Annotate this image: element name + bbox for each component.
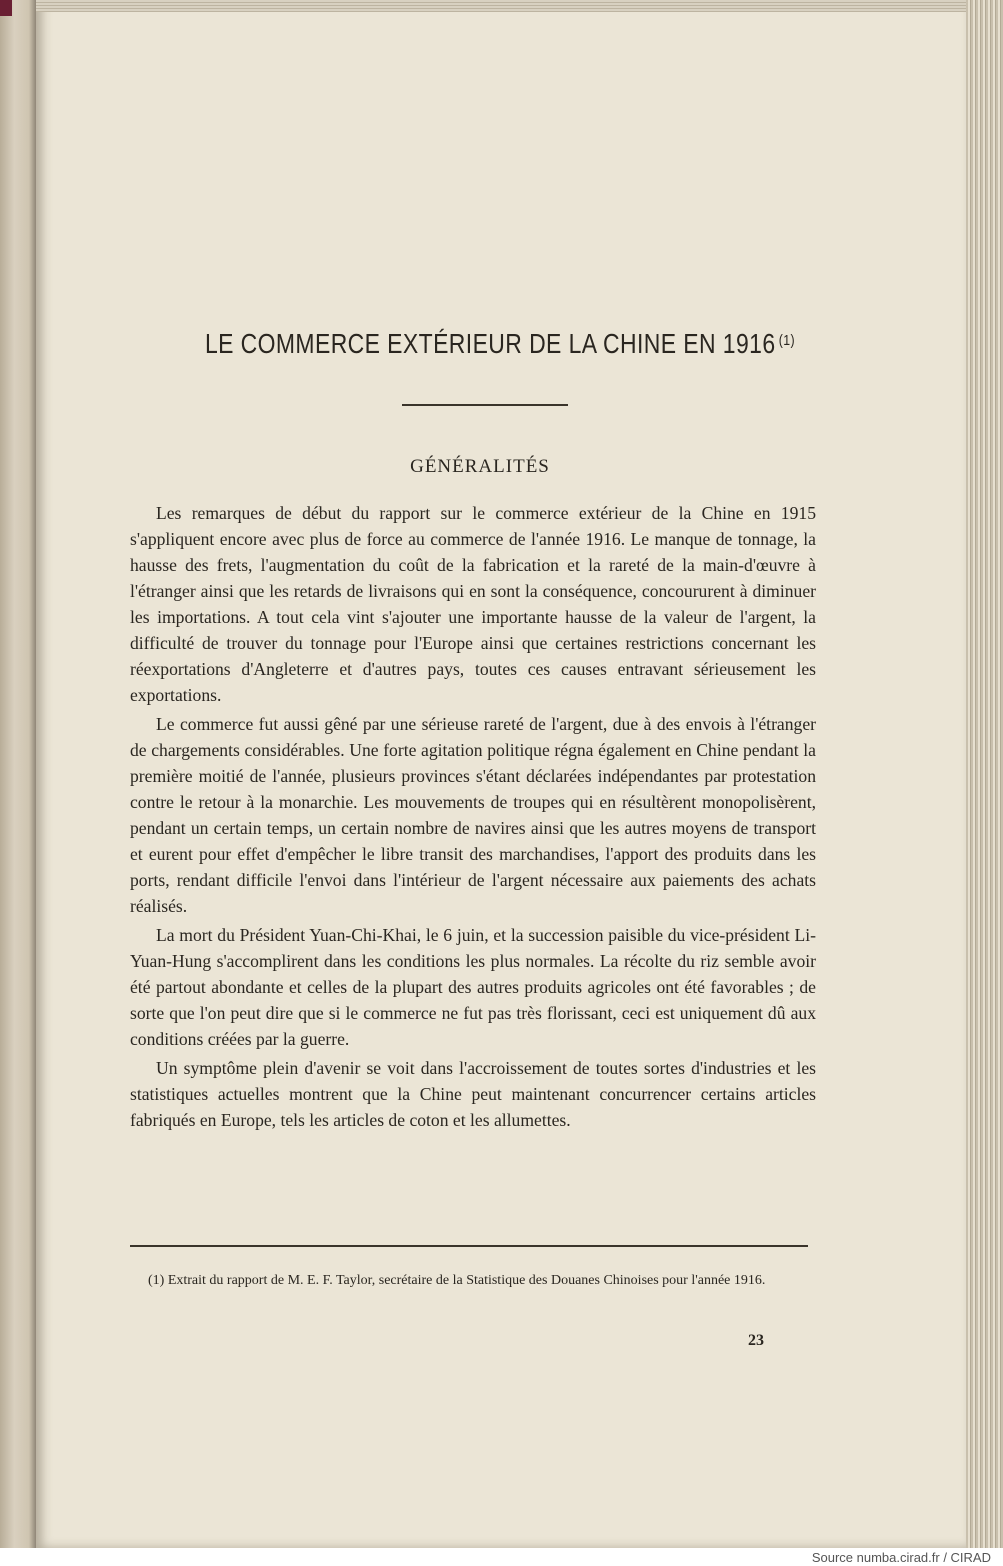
- page-top-edge: [36, 0, 966, 12]
- paragraph: La mort du Président Yuan-Chi-Khai, le 6 juin, et la succession paisible du vice-président Li-Yuan-Hung s'accomplirent dans les conditions les plus normales. La récolte du riz semble avoir été partout abondante et celles de la plupart des autres produits agricoles ont été favorables ; de sorte que l'on peut dire que si le commerce ne fut pas très florissant, ceci est uniquement dû aux conditions créées par la guerre.: [130, 925, 816, 1049]
- article-title: [172, 328, 828, 360]
- binding-ribbon: [0, 0, 12, 16]
- source-credit: Source numba.cirad.fr / CIRAD: [811, 1550, 991, 1565]
- paragraph: Un symptôme plein d'avenir se voit dans l'accroissement de toutes sortes d'industries et les statistiques actuelles montrent que la Chine peut maintenant concurrencer certains articles fabriqués en Europe, tels les articles de coton et les allumettes.: [130, 1058, 816, 1130]
- paragraph: Les remarques de début du rapport sur le commerce extérieur de la Chine en 1915 s'appliquent encore avec plus de force au commerce de l'année 1916. Le manque de tonnage, la hausse des frets, l'augmentation du coût de la fabrication et la rareté de la main-d'œuvre à l'étranger ainsi que les retards de livraisons qui en sont la conséquence, concoururent à diminuer les importations. A tout cela vint s'ajouter une importante hausse de la valeur de l'argent, la difficulté de trouver du tonnage pour l'Europe ainsi que certaines restrictions concernant les réexportations d'Angleterre et d'autres pays, toutes ces causes entravant sérieusement les exportations.: [130, 503, 816, 705]
- article-title-text: LE COMMERCE EXTÉRIEUR DE LA CHINE EN 1916: [204, 328, 776, 359]
- section-heading: GÉNÉRALITÉS: [410, 456, 550, 477]
- left-page-edge: [0, 0, 36, 1548]
- footnote-divider: [130, 1245, 808, 1247]
- title-footnote-mark: (1): [778, 332, 796, 349]
- paragraph: Le commerce fut aussi gêné par une sérieuse rareté de l'argent, due à des envois à l'étranger de chargements considérables. Une forte agitation politique régna également en Chine pendant la première moitié de l'année, plusieurs provinces s'étant déclarées indépendantes par protestation contre le retour à la monarchie. Les mouvements de troupes qui en résultèrent monopolisèrent, pendant un certain temps, un certain nombre de navires ainsi que les autres moyens de transport et eurent pour effet d'empêcher le libre transit des marchandises, l'apport des produits dans les ports, rendant difficile l'envoi dans l'intérieur de l'argent nécessaire aux paiements des achats réalisés.: [130, 714, 816, 916]
- right-page-stack: [966, 0, 1003, 1548]
- article-body: [130, 500, 816, 1136]
- title-divider: [402, 404, 568, 406]
- footnote: (1) Extrait du rapport de M. E. F. Taylor, secrétaire de la Statistique des Douanes Chinoises pour l'année 1916.: [148, 1273, 766, 1288]
- page-number: 23: [748, 1332, 764, 1349]
